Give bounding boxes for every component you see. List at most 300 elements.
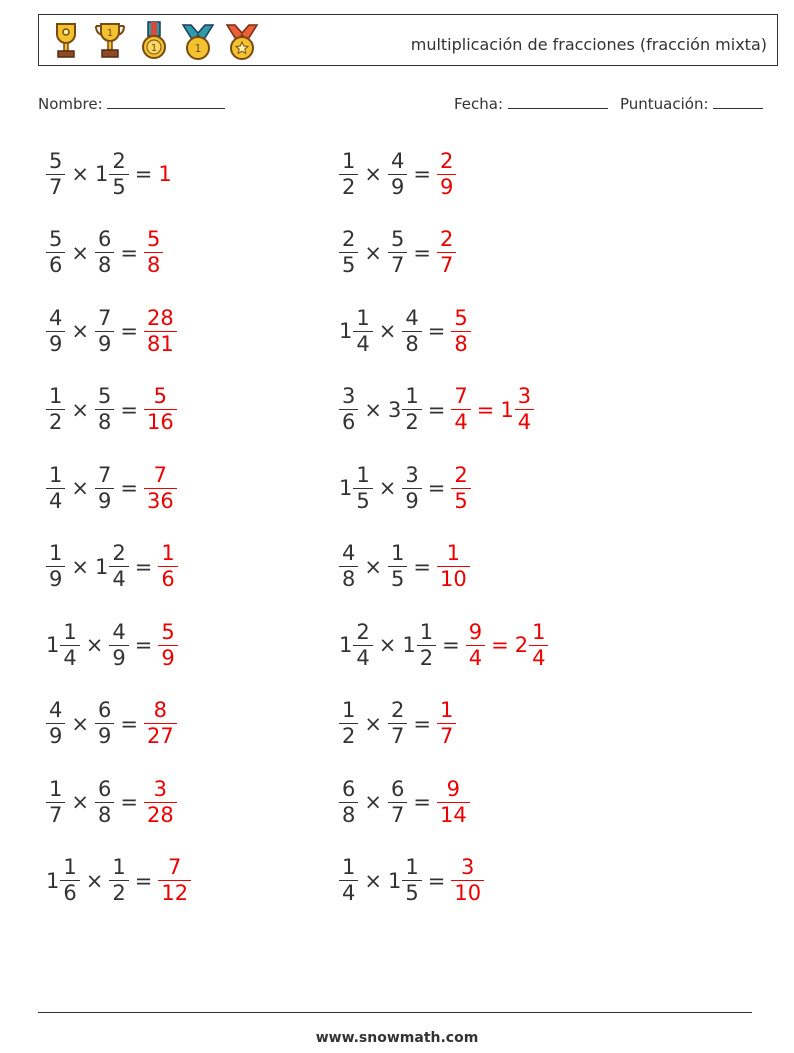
fraction [158, 543, 177, 590]
times-sign: × [85, 868, 104, 893]
name-blank[interactable] [107, 94, 225, 109]
equals-sign: = [491, 633, 509, 657]
answer [158, 619, 177, 670]
denominator: 4 [466, 645, 485, 669]
times-sign: × [71, 554, 89, 579]
numerator: 1 [390, 541, 405, 565]
second-factor [402, 305, 421, 356]
fraction [158, 857, 191, 904]
denominator: 5 [402, 880, 421, 904]
numerator: 1 [63, 855, 77, 879]
second-factor [109, 619, 128, 670]
problem-item [339, 145, 456, 203]
problem-item [46, 852, 191, 910]
numerator: 1 [49, 384, 63, 408]
first-factor [339, 776, 358, 827]
denominator: 2 [417, 645, 436, 669]
denominator: 8 [144, 252, 163, 276]
denominator: 9 [95, 331, 114, 355]
fraction [144, 776, 177, 827]
answer [158, 857, 191, 904]
first-factor [46, 462, 65, 513]
fraction [402, 857, 421, 904]
answer-value [514, 619, 549, 670]
numerator: 1 [49, 462, 63, 487]
fraction [46, 229, 65, 276]
numerator: 1 [439, 698, 454, 722]
whole-number: 1 [158, 162, 172, 186]
numerator: 5 [49, 148, 63, 173]
problem-item [46, 616, 178, 674]
fraction [144, 305, 177, 356]
denominator: 36 [144, 488, 177, 512]
answer [451, 462, 470, 513]
fraction [437, 148, 456, 199]
numerator: 1 [49, 776, 63, 801]
denominator: 5 [353, 488, 372, 512]
denominator: 7 [46, 174, 65, 198]
denominator: 4 [353, 331, 372, 355]
numerator: 3 [461, 855, 475, 879]
fraction [46, 148, 65, 199]
times-sign: × [364, 240, 382, 265]
denominator: 27 [144, 723, 177, 747]
numerator: 1 [63, 619, 77, 644]
second-factor [402, 619, 436, 670]
first-factor [46, 700, 65, 747]
trophy-cup-icon [49, 21, 83, 61]
first-factor [46, 305, 65, 356]
numerator: 3 [405, 462, 419, 487]
problem-item [46, 224, 163, 282]
fraction [353, 462, 372, 513]
denominator: 5 [451, 488, 470, 512]
problem-item [46, 145, 173, 203]
second-factor [402, 462, 421, 513]
numerator: 4 [390, 148, 405, 173]
first-factor [46, 543, 65, 590]
numerator: 1 [342, 698, 356, 722]
first-factor [339, 229, 358, 276]
answer [158, 543, 177, 590]
fraction [95, 305, 114, 356]
denominator: 2 [339, 723, 358, 747]
score-field [620, 94, 763, 113]
problem-item [46, 381, 177, 439]
fraction [95, 462, 114, 513]
second-factor [388, 229, 407, 276]
equals-sign: = [442, 633, 460, 657]
answer-value [437, 229, 456, 276]
numerator: 7 [153, 462, 168, 487]
fraction [466, 619, 485, 670]
second-factor [95, 700, 114, 747]
denominator: 9 [46, 331, 65, 355]
fraction [46, 386, 65, 433]
denominator: 4 [46, 488, 65, 512]
fraction [144, 386, 177, 433]
denominator: 9 [158, 645, 177, 669]
answer-value [437, 148, 456, 199]
fraction [60, 619, 79, 670]
denominator: 7 [388, 802, 407, 826]
answer-value [451, 462, 470, 513]
answer-value [437, 543, 470, 590]
denominator: 81 [144, 331, 177, 355]
whole-number: 1 [46, 868, 60, 893]
fraction [451, 386, 470, 433]
fraction [437, 700, 456, 747]
fraction [388, 776, 407, 827]
second-factor [95, 776, 114, 827]
numerator: 3 [517, 384, 532, 408]
times-sign: × [364, 162, 382, 186]
fraction [46, 776, 65, 827]
answer [437, 229, 456, 276]
first-factor [339, 543, 358, 590]
whole-number: 1 [339, 476, 353, 500]
times-sign: × [85, 633, 104, 657]
fraction [451, 857, 484, 904]
first-factor [339, 386, 358, 433]
denominator: 4 [353, 645, 372, 669]
answer [144, 462, 177, 513]
numerator: 1 [342, 855, 356, 879]
problem-item [46, 459, 177, 517]
denominator: 9 [95, 723, 114, 747]
numerator: 1 [49, 541, 63, 565]
answer-value [466, 619, 485, 670]
answer [144, 386, 177, 433]
denominator: 10 [437, 566, 470, 590]
denominator: 7 [388, 723, 407, 747]
times-sign: × [71, 476, 89, 500]
fraction [46, 462, 65, 513]
denominator: 4 [451, 409, 470, 433]
equals-sign: = [134, 633, 153, 657]
denominator: 8 [451, 331, 470, 355]
answer [451, 857, 484, 904]
numerator: 1 [356, 305, 370, 330]
numerator: 2 [390, 698, 405, 722]
second-factor [388, 386, 422, 433]
denominator: 6 [60, 880, 79, 904]
numerator: 5 [390, 227, 405, 251]
fraction [46, 543, 65, 590]
fraction [388, 543, 407, 590]
numerator: 1 [356, 462, 370, 487]
numerator: 1 [405, 384, 419, 408]
problem-item [339, 773, 470, 831]
second-factor [95, 229, 114, 276]
numerator: 9 [446, 776, 461, 801]
date-blank[interactable] [508, 94, 608, 109]
problem-item [339, 381, 534, 439]
fraction [158, 619, 177, 670]
fraction [451, 305, 470, 356]
fraction [339, 776, 358, 827]
problem-item [339, 459, 471, 517]
equals-sign: = [413, 240, 431, 265]
second-factor [388, 700, 407, 747]
numerator: 1 [342, 148, 356, 173]
answer [144, 776, 177, 827]
answer-value [144, 386, 177, 433]
equals-sign: = [134, 162, 153, 186]
times-sign: × [378, 319, 397, 343]
equals-sign: = [120, 711, 138, 736]
svg-text:1: 1 [106, 28, 114, 39]
footer-url: www.snowmath.com [315, 1030, 479, 1046]
second-factor [95, 543, 129, 590]
denominator: 28 [144, 802, 177, 826]
numerator: 5 [97, 384, 112, 408]
date-field [454, 94, 608, 113]
fraction [95, 386, 114, 433]
medal-ribbon-icon [137, 21, 171, 61]
answer [437, 148, 456, 199]
problem-item [339, 852, 484, 910]
fraction [144, 229, 163, 276]
times-sign: × [378, 633, 397, 657]
whole-number: 2 [514, 633, 529, 657]
fraction [529, 619, 548, 670]
fraction [402, 305, 421, 356]
answer [451, 305, 470, 356]
times-sign: × [71, 240, 89, 265]
denominator: 8 [339, 802, 358, 826]
first-factor [46, 229, 65, 276]
numerator: 5 [153, 384, 168, 408]
denominator: 5 [339, 252, 358, 276]
times-sign: × [364, 711, 382, 736]
numerator: 4 [112, 619, 126, 644]
gold-trophy-icon [93, 21, 127, 61]
whole-number: 1 [94, 162, 109, 186]
denominator: 9 [402, 488, 421, 512]
numerator: 2 [356, 619, 370, 644]
second-factor [95, 305, 114, 356]
numerator: 7 [97, 305, 112, 330]
numerator: 7 [97, 462, 112, 487]
answer [437, 700, 456, 747]
denominator: 8 [95, 409, 114, 433]
numerator: 1 [419, 619, 434, 644]
numerator: 5 [454, 305, 468, 330]
first-factor [46, 386, 65, 433]
problem-item [46, 773, 177, 831]
denominator: 2 [109, 880, 128, 904]
times-sign: × [71, 790, 89, 814]
denominator: 8 [339, 566, 358, 590]
fraction [417, 619, 436, 670]
fraction [109, 857, 128, 904]
problem-item [339, 302, 471, 360]
equals-sign: = [120, 790, 138, 814]
numerator: 7 [454, 384, 468, 408]
numerator: 2 [342, 227, 356, 251]
footer-divider [38, 1012, 752, 1013]
answer-value [500, 386, 534, 433]
times-sign: × [71, 397, 89, 422]
numerator: 1 [161, 541, 175, 565]
denominator: 9 [388, 174, 407, 198]
equals-sign: = [413, 162, 431, 186]
numerator: 8 [153, 698, 168, 722]
denominator: 4 [339, 880, 358, 904]
whole-number: 1 [500, 397, 514, 422]
numerator: 4 [49, 305, 63, 330]
denominator: 8 [95, 252, 114, 276]
answer-value [437, 700, 456, 747]
numerator: 6 [97, 227, 112, 251]
equals-sign: = [476, 397, 495, 422]
fraction [388, 700, 407, 747]
fraction [339, 700, 358, 747]
answer-value [158, 619, 177, 670]
numerator: 5 [161, 619, 175, 644]
numerator: 28 [146, 305, 174, 330]
problem-item [339, 538, 470, 596]
first-factor [46, 619, 80, 670]
numerator: 6 [342, 776, 356, 801]
problem-item [339, 616, 548, 674]
first-factor [339, 700, 358, 747]
answer-value [144, 462, 177, 513]
denominator: 7 [46, 802, 65, 826]
numerator: 1 [532, 619, 546, 644]
answer-value [158, 162, 172, 186]
numerator: 5 [49, 227, 63, 251]
score-label: Puntuación: [620, 95, 709, 113]
numerator: 3 [153, 776, 168, 801]
medal-blue-ribbon-icon [181, 21, 215, 61]
fraction [515, 386, 534, 433]
times-sign: × [364, 868, 382, 893]
award-icons [49, 21, 259, 61]
numerator: 6 [390, 776, 405, 801]
denominator: 6 [158, 566, 177, 590]
second-factor [94, 148, 129, 199]
denominator: 6 [339, 409, 358, 433]
fraction [60, 857, 79, 904]
denominator: 4 [515, 409, 534, 433]
date-label: Fecha: [454, 95, 504, 113]
whole-number: 3 [387, 397, 402, 422]
svg-text:1: 1 [150, 43, 158, 54]
numerator: 4 [342, 541, 356, 565]
numerator: 1 [112, 855, 126, 879]
whole-number: 1 [94, 554, 109, 579]
fraction [339, 386, 358, 433]
answer [158, 162, 172, 186]
denominator: 5 [388, 566, 407, 590]
fraction [95, 229, 114, 276]
whole-number: 1 [339, 633, 353, 657]
denominator: 4 [529, 645, 548, 669]
score-blank[interactable] [713, 94, 763, 109]
fraction [437, 229, 456, 276]
second-factor [388, 543, 407, 590]
numerator: 6 [97, 776, 112, 801]
denominator: 9 [46, 566, 65, 590]
times-sign: × [364, 554, 382, 579]
first-factor [339, 619, 373, 670]
answer-value [144, 305, 177, 356]
equals-sign: = [427, 868, 446, 893]
times-sign: × [71, 711, 89, 736]
times-sign: × [71, 162, 89, 186]
fraction [437, 776, 470, 827]
equals-sign: = [427, 476, 446, 500]
denominator: 2 [402, 409, 421, 433]
denominator: 9 [109, 645, 128, 669]
fraction [339, 229, 358, 276]
answer-value [158, 543, 177, 590]
denominator: 2 [339, 174, 358, 198]
denominator: 4 [109, 566, 128, 590]
fraction [402, 462, 421, 513]
answer [451, 386, 534, 433]
first-factor [46, 776, 65, 827]
fraction [109, 543, 128, 590]
numerator: 7 [168, 855, 182, 879]
equals-sign: = [134, 554, 153, 579]
times-sign: × [364, 790, 382, 814]
numerator: 2 [112, 148, 126, 173]
answer [144, 305, 177, 356]
denominator: 14 [437, 802, 470, 826]
first-factor [339, 305, 373, 356]
denominator: 9 [95, 488, 114, 512]
equals-sign: = [413, 554, 431, 579]
second-factor [109, 857, 128, 904]
numerator: 3 [342, 384, 356, 408]
equals-sign: = [120, 319, 138, 343]
problem-item [46, 538, 178, 596]
answer [144, 229, 163, 276]
denominator: 5 [109, 174, 128, 198]
denominator: 12 [158, 880, 191, 904]
denominator: 7 [388, 252, 407, 276]
fraction [144, 700, 177, 747]
answer [437, 776, 470, 827]
denominator: 8 [95, 802, 114, 826]
denominator: 6 [46, 252, 65, 276]
answer [466, 619, 549, 670]
name-field [38, 94, 225, 113]
first-factor [46, 857, 80, 904]
fraction [388, 229, 407, 276]
problem-item [339, 695, 456, 753]
equals-sign: = [413, 711, 431, 736]
first-factor [46, 148, 65, 199]
equals-sign: = [120, 240, 138, 265]
fraction [402, 386, 421, 433]
equals-sign: = [427, 397, 446, 422]
numerator: 2 [112, 541, 126, 565]
equals-sign: = [120, 397, 138, 422]
numerator: 1 [405, 855, 419, 879]
numerator: 5 [146, 227, 161, 251]
fraction [353, 619, 372, 670]
denominator: 4 [60, 645, 79, 669]
fraction [437, 543, 470, 590]
problem-item [46, 695, 177, 753]
page-title: multiplicación de fracciones (fracción mixta) [410, 35, 767, 54]
fraction [46, 700, 65, 747]
answer-value [451, 386, 470, 433]
